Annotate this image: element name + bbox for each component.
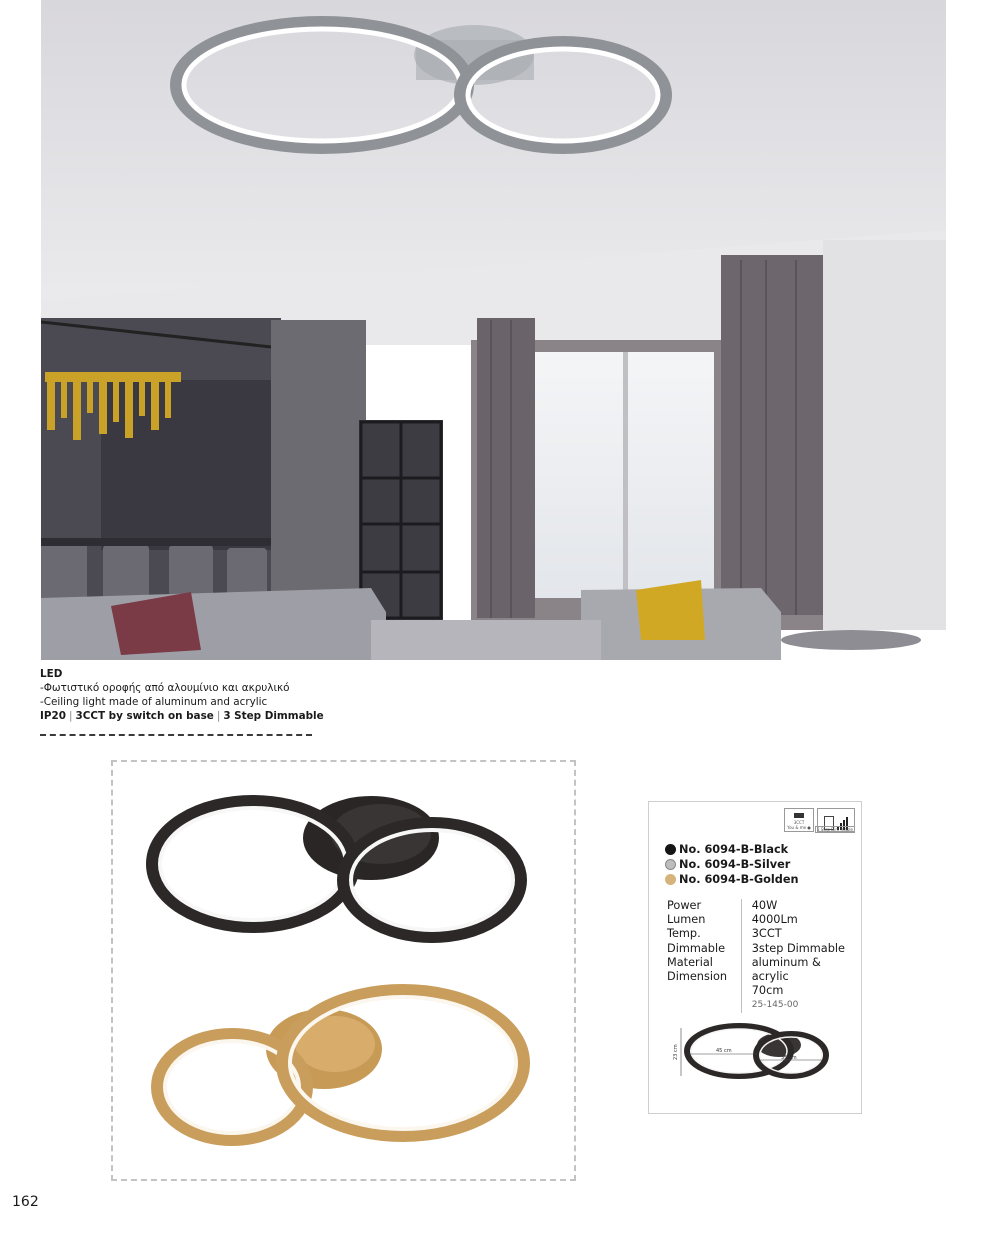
- golden-swatch: [665, 874, 676, 885]
- spec-labels: [667, 899, 741, 1013]
- feature-dimmable: 3 Step Dimmable: [223, 710, 324, 722]
- product-photo-frame: [111, 760, 576, 1181]
- spec-value: 3step Dimmable: [751, 941, 845, 955]
- product-intro: [40, 667, 324, 723]
- cct-badge-sub: You & me ●: [787, 825, 811, 830]
- feature-ip: IP20: [40, 710, 66, 722]
- room-photo: [41, 0, 946, 660]
- led-label: LED: [40, 668, 63, 680]
- spec-label: Material: [667, 955, 713, 969]
- spec-label: Temp.: [667, 927, 701, 941]
- spec-label: Lumen: [667, 913, 706, 927]
- feature-separator: |: [68, 710, 73, 722]
- description-greek: -Φωτιστικό οροφής από αλουμίνιο και ακρυλικό: [40, 682, 290, 694]
- cct-badge-label: 3CCT: [793, 820, 805, 825]
- dimension-small-ring-label: 35 cm: [781, 1055, 797, 1061]
- spec-value: 4000Lm: [751, 913, 798, 927]
- variant-label: No. 6094-B-Black: [679, 843, 789, 856]
- silver-swatch: [665, 859, 676, 870]
- dimension-height-label: 23 cm: [673, 1044, 679, 1060]
- product-photos: [113, 762, 574, 1179]
- spec-value: aluminum & acrylic: [751, 955, 821, 984]
- spec-table: [667, 899, 861, 1013]
- black-swatch: [665, 844, 676, 855]
- feature-line: [40, 709, 324, 723]
- dimmer-badge-caption: 3 Step Dim mable: [816, 827, 853, 832]
- spec-label: Dimension: [667, 970, 728, 984]
- variant-label: No. 6094-B-Silver: [679, 858, 791, 871]
- variant-list: [665, 842, 799, 887]
- spec-label: Dimmable: [667, 941, 726, 955]
- dashed-divider: [40, 734, 312, 736]
- spec-card: [648, 801, 862, 1114]
- variant-golden: [665, 872, 799, 887]
- cct-badge: [784, 808, 814, 832]
- product-code: 25-145-00: [751, 1000, 799, 1011]
- spec-values: [741, 899, 861, 1013]
- page-number: 162: [12, 1194, 39, 1210]
- feature-separator: |: [216, 710, 221, 722]
- dimension-drawing: [671, 1020, 841, 1094]
- description-english: -Ceiling light made of aluminum and acrylic: [40, 696, 268, 708]
- variant-silver: [665, 857, 799, 872]
- dimension-big-ring-label: 45 cm: [716, 1048, 732, 1054]
- spec-value: 70cm: [751, 984, 784, 998]
- feature-cct: 3CCT by switch on base: [75, 710, 214, 722]
- variant-label: No. 6094-B-Golden: [679, 873, 799, 886]
- spec-label: Power: [667, 899, 702, 912]
- spec-value: 40W: [751, 899, 778, 912]
- variant-black: [665, 842, 799, 857]
- spec-value: 3CCT: [751, 927, 782, 941]
- lamp-icon: [794, 813, 804, 818]
